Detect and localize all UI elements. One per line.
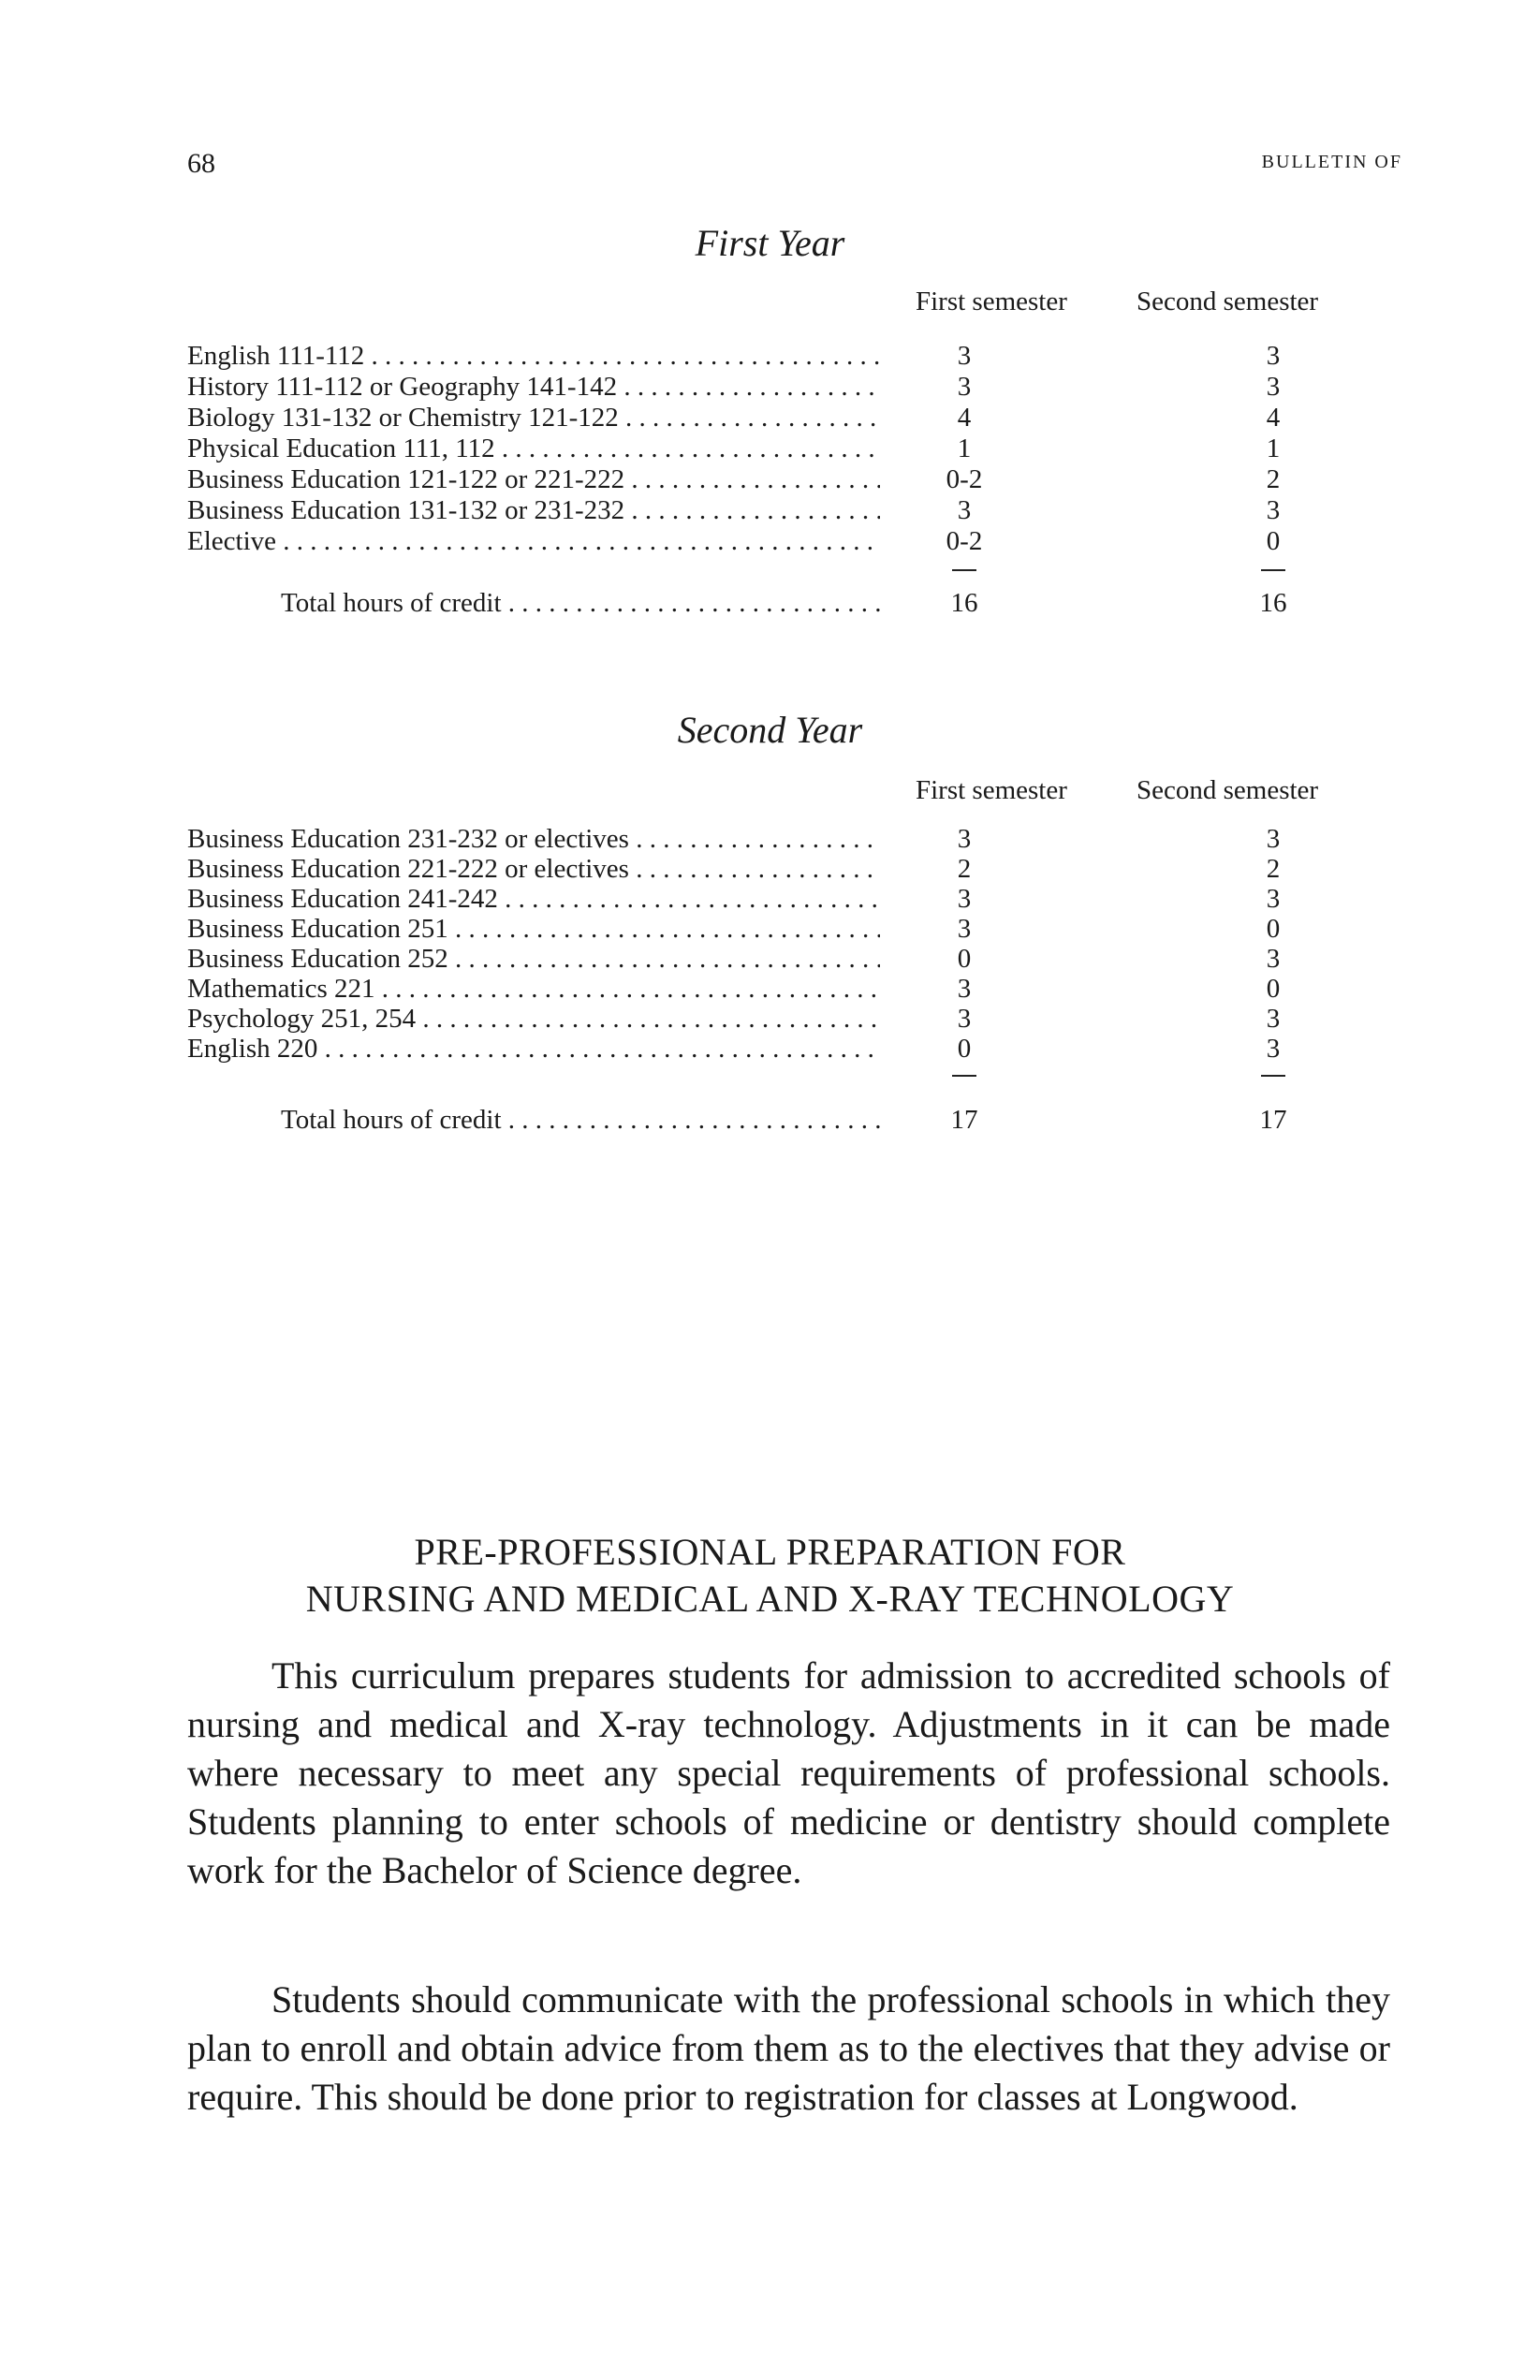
table-row [187, 526, 1357, 557]
second-year-heading: Second Year [677, 709, 863, 751]
course-name: History 111-112 or Geography 141-142 . . . [187, 372, 880, 403]
section-title-line-1: PRE-PROFESSIONAL PREPARATION FOR [414, 1531, 1126, 1573]
first-year-col-second-semester: Second semester [1137, 286, 1319, 316]
table-row [187, 884, 1357, 915]
first-semester-hours: 3 [957, 884, 972, 914]
table-row [187, 403, 1357, 433]
total-row [187, 588, 1357, 619]
course-name: English 111-112 . . . [187, 341, 880, 372]
course-name: Biology 131-132 or Chemistry 121-122 . . . [187, 403, 880, 433]
second-semester-hours: 3 [1266, 341, 1281, 371]
second-semester-hours: 3 [1266, 372, 1281, 402]
first-semester-hours: 0-2 [946, 464, 983, 494]
second-semester-hours: 2 [1266, 464, 1281, 494]
running-title: BULLETIN OF [1261, 152, 1402, 172]
second-semester-hours: 0 [1266, 974, 1281, 1004]
table-row [187, 341, 1357, 372]
first-semester-total: 16 [950, 588, 978, 618]
body-paragraph-2: Students should communicate with the professional schools in which they plan to enroll and obtain advice from them as to the electives that they advise or require. This should be done prior to registration for classes at Longwood. [187, 1978, 1390, 2118]
sum-rule [952, 569, 976, 571]
first-semester-hours: 3 [957, 341, 972, 371]
first-year-col-first-semester: First semester [916, 286, 1067, 316]
course-name: Psychology 251, 254 . . . [187, 1004, 880, 1035]
second-semester-total: 16 [1259, 588, 1287, 618]
first-semester-hours: 3 [957, 914, 972, 944]
second-semester-hours: 3 [1266, 495, 1281, 525]
first-semester-hours: 3 [957, 974, 972, 1004]
first-semester-hours: 0-2 [946, 526, 983, 556]
first-semester-hours: 3 [957, 824, 972, 854]
course-name: Physical Education 111, 112 . . . [187, 433, 880, 464]
sum-rule [1261, 1075, 1285, 1077]
first-semester-hours: 3 [957, 372, 972, 402]
sum-rule [1261, 569, 1285, 571]
second-semester-hours: 3 [1266, 1004, 1281, 1034]
table-row [187, 1034, 1357, 1065]
second-semester-hours: 2 [1266, 854, 1281, 884]
total-label: Total hours of credit . . . [281, 588, 880, 619]
second-semester-total: 17 [1259, 1105, 1287, 1135]
first-semester-hours: 0 [957, 944, 972, 974]
second-semester-hours: 1 [1266, 433, 1281, 463]
table-row [187, 464, 1357, 495]
second-semester-hours: 0 [1266, 526, 1281, 556]
course-name: Mathematics 221 . . . [187, 974, 880, 1005]
table-row [187, 433, 1357, 464]
table-row [187, 1004, 1357, 1035]
second-semester-hours: 3 [1266, 824, 1281, 854]
table-row [187, 914, 1357, 945]
total-row [187, 1105, 1357, 1136]
sum-rule [952, 1075, 976, 1077]
course-name: Elective . . . [187, 526, 880, 557]
second-semester-hours: 3 [1266, 944, 1281, 974]
first-semester-hours: 1 [957, 433, 972, 463]
second-year-col-second-semester: Second semester [1137, 775, 1319, 805]
body-paragraph-1: This curriculum prepares students for admission to accredited schools of nursing and medical and X-ray technology. Adjustments in it can be made where necessary to meet any special requirements of professional schools. Students planning to enter schools of medicine or dentistry should complete work for the Bachelor of Science degree. [187, 1654, 1390, 1891]
table-row [187, 824, 1357, 855]
first-semester-hours: 3 [957, 1004, 972, 1034]
course-name: Business Education 252 . . . [187, 944, 880, 975]
first-semester-hours: 0 [957, 1034, 972, 1064]
first-semester-hours: 2 [957, 854, 972, 884]
first-semester-total: 17 [950, 1105, 978, 1135]
table-row [187, 944, 1357, 975]
table-row [187, 372, 1357, 403]
page-number: 68 [187, 148, 215, 179]
total-label: Total hours of credit . . . [281, 1105, 880, 1136]
second-year-col-first-semester: First semester [916, 775, 1067, 805]
table-row [187, 495, 1357, 526]
course-name: English 220 . . . [187, 1034, 880, 1065]
table-row [187, 854, 1357, 885]
second-semester-hours: 0 [1266, 914, 1281, 944]
running-head [187, 148, 1402, 185]
course-name: Business Education 231-232 or electives . . . [187, 824, 880, 855]
table-row [187, 974, 1357, 1005]
first-year-heading: First Year [695, 222, 845, 264]
second-semester-hours: 4 [1266, 403, 1281, 433]
section-title-line-2: NURSING AND MEDICAL AND X-RAY TECHNOLOGY [305, 1578, 1235, 1620]
course-name: Business Education 241-242 . . . [187, 884, 880, 915]
first-semester-hours: 3 [957, 495, 972, 525]
course-name: Business Education 251 . . . [187, 914, 880, 945]
second-semester-hours: 3 [1266, 884, 1281, 914]
second-semester-hours: 3 [1266, 1034, 1281, 1064]
course-name: Business Education 121-122 or 221-222 . . . [187, 464, 880, 495]
first-semester-hours: 4 [957, 403, 972, 433]
course-name: Business Education 221-222 or electives . . . [187, 854, 880, 885]
course-name: Business Education 131-132 or 231-232 . . . [187, 495, 880, 526]
